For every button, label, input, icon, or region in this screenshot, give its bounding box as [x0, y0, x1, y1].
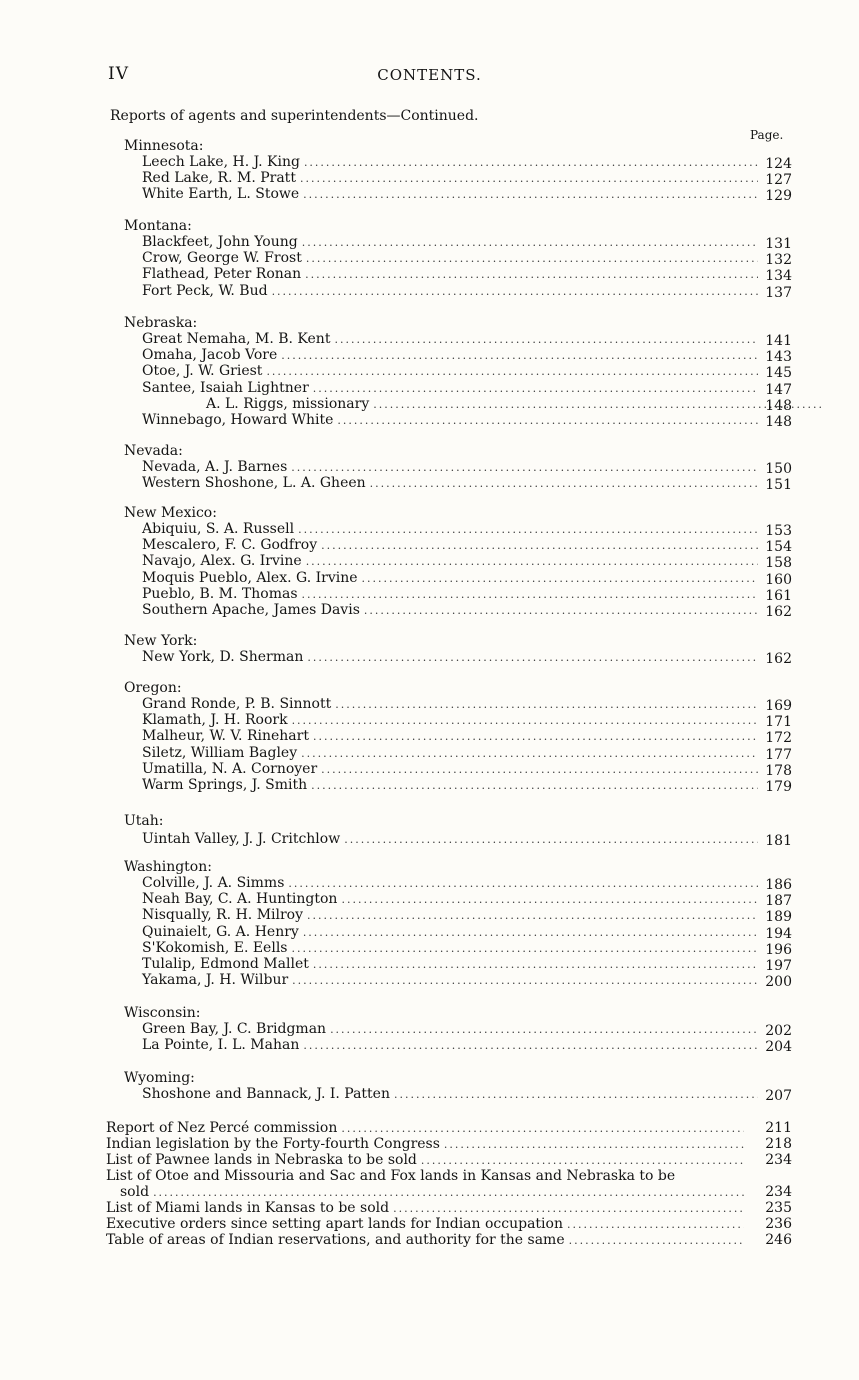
- entry-page-number: 218: [765, 1136, 792, 1152]
- entry-page-number: 189: [765, 909, 792, 926]
- entry-label: Moquis Pueblo, Alex. G. Irvine: [142, 569, 358, 586]
- entry-label: Fort Peck, W. Bud: [142, 282, 268, 299]
- contents-entry: [124, 728, 762, 744]
- leader-dots: [337, 413, 758, 429]
- contents-entry: [124, 924, 762, 940]
- entry-page-number: 141: [765, 333, 792, 349]
- contents-entry: [106, 1232, 792, 1248]
- section-heading: Montana:: [124, 218, 192, 234]
- contents-entry: [106, 1152, 792, 1168]
- leader-dots: [334, 332, 758, 348]
- entry-label: S'Kokomish, E. Eells: [142, 939, 288, 956]
- leader-dots: [370, 476, 758, 492]
- contents-entry: [124, 586, 762, 602]
- entry-label: Green Bay, J. C. Bridgman: [142, 1021, 327, 1037]
- page-title: CONTENTS.: [377, 66, 482, 84]
- leader-dots: [292, 973, 758, 989]
- leader-dots: [313, 729, 758, 745]
- entry-label: Nevada, A. J. Barnes: [142, 459, 288, 475]
- entry-page-number: 151: [765, 477, 792, 494]
- contents-entry: [124, 875, 762, 891]
- entry-label: Siletz, William Bagley: [142, 744, 298, 761]
- contents-entry: [124, 459, 762, 475]
- entry-label: Malheur, W. V. Rinehart: [142, 728, 309, 745]
- entry-page-number: 162: [765, 604, 792, 620]
- section-heading: New Mexico:: [124, 505, 217, 521]
- contents-entry: [124, 363, 762, 379]
- entry-page-number: 172: [765, 730, 792, 747]
- leader-dots: [307, 650, 758, 666]
- leader-dots: [321, 762, 758, 778]
- contents-entry: [106, 1136, 792, 1152]
- leader-dots: [444, 1137, 744, 1153]
- contents-entry: [124, 602, 762, 618]
- leader-dots: [301, 746, 758, 762]
- entry-label: Uintah Valley, J. J. Critchlow: [142, 831, 341, 847]
- section-heading: New York:: [124, 633, 198, 649]
- entry-label: Winnebago, Howard White: [142, 412, 334, 428]
- contents-entry: [124, 283, 762, 299]
- leader-dots: [567, 1217, 744, 1233]
- leader-dots: [288, 876, 758, 892]
- entry-label: Santee, Isaiah Lightner: [142, 379, 309, 396]
- leader-dots: [153, 1185, 744, 1201]
- leader-dots: [313, 957, 758, 973]
- section-10: [124, 1068, 744, 1088]
- section-heading: Nebraska:: [124, 315, 198, 331]
- entry-page-number: 246: [765, 1232, 792, 1248]
- entry-page-number: 200: [765, 974, 792, 991]
- entry-label: Colville, J. A. Simms: [142, 875, 285, 891]
- leader-dots: [306, 251, 758, 267]
- entry-page-number: 202: [765, 1023, 792, 1039]
- entry-page-number: 134: [765, 268, 792, 285]
- entry-page-number: 158: [765, 555, 792, 572]
- other-entries-list: [106, 1120, 792, 1248]
- contents-entry: [124, 1037, 762, 1053]
- entry-label: Tulalip, Edmond Mallet: [142, 956, 309, 972]
- contents-entry: [124, 412, 762, 428]
- entry-label: Omaha, Jacob Vore: [142, 347, 278, 364]
- contents-entry: [124, 956, 762, 972]
- leader-dots: [302, 587, 758, 603]
- leader-dots: [305, 267, 758, 283]
- leader-dots: [344, 832, 758, 848]
- section-6: [124, 678, 744, 698]
- contents-entry: [106, 1216, 792, 1232]
- leader-dots: [341, 892, 758, 908]
- contents-entry: [124, 396, 826, 412]
- page-folio: IV: [108, 64, 129, 84]
- entry-page-number: 147: [765, 381, 792, 398]
- leader-dots: [303, 1038, 758, 1054]
- contents-entry: [124, 891, 762, 907]
- contents-entry: [124, 745, 762, 761]
- page-column-label: Page.: [750, 128, 784, 142]
- intro-heading: Reports of agents and superintendents—Continued.: [110, 108, 479, 124]
- contents-entry: [124, 170, 762, 186]
- contents-entry: [124, 649, 762, 665]
- contents-entry: [124, 712, 762, 728]
- leader-dots: [321, 538, 758, 554]
- contents-entry: [106, 1168, 792, 1184]
- contents-entry: [124, 553, 762, 569]
- leader-dots: [341, 1121, 744, 1137]
- entry-label: Western Shoshone, L. A. Gheen: [142, 475, 366, 492]
- contents-entry: [124, 475, 762, 491]
- entry-page-number: 161: [765, 587, 792, 604]
- entry-label: Mescalero, F. C. Godfroy: [142, 537, 318, 554]
- entry-label: White Earth, L. Stowe: [142, 186, 300, 203]
- contents-entry-continuation: [106, 1184, 792, 1200]
- section-8: [124, 857, 744, 877]
- contents-entry: [124, 696, 762, 712]
- entry-label: Indian legislation by the Forty-fourth Congress: [106, 1136, 440, 1152]
- contents-entry: [124, 347, 762, 363]
- entry-label: List of Pawnee lands in Nebraska to be sold: [106, 1152, 417, 1168]
- entry-page-number: 154: [765, 539, 792, 556]
- entry-label: Leech Lake, H. J. King: [142, 154, 300, 170]
- contents-entry: [124, 1086, 762, 1102]
- entry-page-number: 160: [765, 571, 792, 588]
- entry-label: A. L. Riggs, missionary: [206, 395, 370, 412]
- entry-label: Flathead, Peter Ronan: [142, 266, 302, 283]
- leader-dots: [302, 235, 758, 251]
- leader-dots: [311, 778, 758, 794]
- contents-entry: [124, 380, 762, 396]
- entry-label: Otoe, J. W. Griest: [142, 363, 263, 380]
- leader-dots: [303, 925, 758, 941]
- leader-dots: [281, 348, 758, 364]
- entry-page-number: 236: [765, 1216, 792, 1232]
- leader-dots: [291, 941, 758, 957]
- leader-dots: [272, 284, 758, 300]
- entry-label: Klamath, J. H. Roork: [142, 712, 288, 729]
- leader-dots: [364, 603, 758, 619]
- leader-dots: [362, 571, 758, 587]
- entry-label: Shoshone and Bannack, J. I. Patten: [142, 1086, 390, 1102]
- section-1: [124, 216, 744, 236]
- contents-entry: [106, 1200, 792, 1216]
- entry-page-number: 204: [765, 1039, 792, 1056]
- section-heading: Wisconsin:: [124, 1005, 201, 1021]
- contents-entry: [124, 266, 762, 282]
- entry-label: Umatilla, N. A. Cornoyer: [142, 760, 318, 777]
- entry-label: Neah Bay, C. A. Huntington: [142, 891, 338, 908]
- entry-page-number: 171: [765, 714, 792, 731]
- leader-dots: [394, 1087, 758, 1103]
- entry-label: Blackfeet, John Young: [142, 234, 298, 250]
- leader-dots: [330, 1022, 758, 1038]
- entry-page-number: 186: [765, 877, 792, 893]
- leader-dots: [300, 171, 758, 187]
- entry-label-continuation: sold: [120, 1184, 150, 1200]
- entry-page-number: 234: [765, 1184, 792, 1200]
- entry-page-number: 211: [765, 1120, 792, 1136]
- entry-page-number: 148: [765, 397, 792, 414]
- entry-label: Navajo, Alex. G. Irvine: [142, 553, 302, 570]
- contents-entry: [124, 761, 762, 777]
- leader-dots: [266, 364, 758, 380]
- section-heading: Wyoming:: [124, 1070, 195, 1086]
- section-0: [124, 136, 744, 156]
- entry-label: Executive orders since setting apart lands for Indian occupation: [106, 1216, 563, 1232]
- leader-dots: [335, 697, 758, 713]
- contents-entry: [124, 831, 762, 847]
- contents-entry: [124, 907, 762, 923]
- contents-entry: [124, 250, 762, 266]
- entry-page-number: 129: [765, 188, 792, 205]
- entry-label: Crow, George W. Frost: [142, 250, 302, 267]
- contents-entry: [124, 234, 762, 250]
- entry-label: La Pointe, I. L. Mahan: [142, 1037, 300, 1054]
- entry-page-number: 132: [765, 252, 792, 269]
- section-heading: Minnesota:: [124, 138, 204, 154]
- leader-dots: [292, 713, 758, 729]
- section-9: [124, 1003, 744, 1023]
- entry-page-number: 137: [765, 284, 792, 301]
- entry-label: Grand Ronde, P. B. Sinnott: [142, 696, 332, 712]
- entry-page-number: 207: [765, 1088, 792, 1104]
- entry-page-number: 196: [765, 941, 792, 958]
- entry-page-number: 179: [765, 779, 792, 795]
- entry-page-number: 131: [765, 236, 792, 252]
- section-4: [124, 503, 744, 523]
- entry-page-number: 187: [765, 893, 792, 910]
- entry-page-number: 162: [765, 651, 792, 667]
- entry-label: Great Nemaha, M. B. Kent: [142, 331, 331, 347]
- leader-dots: [304, 155, 758, 171]
- entry-label: Red Lake, R. M. Pratt: [142, 170, 296, 187]
- entry-page-number: 177: [765, 746, 792, 763]
- entry-label: Warm Springs, J. Smith: [142, 777, 308, 793]
- entry-label: Nisqually, R. H. Milroy: [142, 907, 304, 924]
- leader-dots: [393, 1201, 744, 1217]
- leader-dots: [306, 554, 758, 570]
- section-5: [124, 631, 744, 651]
- contents-entry: [106, 1120, 792, 1136]
- entry-label: Report of Nez Percé commission: [106, 1120, 338, 1136]
- entry-page-number: 143: [765, 349, 792, 366]
- entry-label: List of Miami lands in Kansas to be sold: [106, 1200, 390, 1216]
- contents-entry: [124, 940, 762, 956]
- leader-dots: [298, 522, 758, 538]
- leader-dots: [421, 1153, 744, 1169]
- entry-page-number: 145: [765, 365, 792, 382]
- entry-page-number: 148: [765, 414, 792, 430]
- section-7: [124, 811, 744, 831]
- entry-page-number: 169: [765, 698, 792, 714]
- leader-dots: [291, 460, 758, 476]
- contents-entry: [124, 154, 762, 170]
- contents-entry: [124, 570, 762, 586]
- leader-dots: [307, 908, 758, 924]
- entry-label: Southern Apache, James Davis: [142, 602, 360, 618]
- leader-dots: [569, 1233, 744, 1249]
- leader-dots: [313, 381, 758, 397]
- entry-page-number: 153: [765, 523, 792, 539]
- entry-page-number: 235: [765, 1200, 792, 1216]
- entry-page-number: 178: [765, 762, 792, 779]
- leader-dots: [303, 187, 758, 203]
- entry-page-number: 194: [765, 925, 792, 942]
- section-heading: Nevada:: [124, 443, 183, 459]
- section-3: [124, 441, 744, 461]
- entry-label: Yakama, J. H. Wilbur: [142, 972, 289, 989]
- contents-entry: [124, 331, 762, 347]
- entry-page-number: 124: [765, 156, 792, 172]
- entry-label: Table of areas of Indian reservations, and authority for the same: [106, 1232, 565, 1248]
- entry-label: Abiquiu, S. A. Russell: [142, 521, 295, 537]
- section-heading: Oregon:: [124, 680, 182, 696]
- contents-entry: [124, 537, 762, 553]
- entry-page-number: 150: [765, 461, 792, 477]
- section-heading: Washington:: [124, 859, 212, 875]
- entry-label: List of Otoe and Missouria and Sac and Fox lands in Kansas and Nebraska to be: [106, 1168, 676, 1184]
- section-heading: Utah:: [124, 813, 164, 829]
- entry-page-number: 127: [765, 172, 792, 189]
- contents-entry: [124, 972, 762, 988]
- entry-page-number: 197: [765, 958, 792, 974]
- entry-label: Pueblo, B. M. Thomas: [142, 585, 298, 602]
- contents-entry: [124, 186, 762, 202]
- entry-label: Quinaielt, G. A. Henry: [142, 923, 299, 940]
- entry-label: New York, D. Sherman: [142, 649, 304, 665]
- entry-page-number: 234: [765, 1152, 792, 1168]
- entry-page-number: 181: [765, 833, 792, 849]
- contents-entry: [124, 1021, 762, 1037]
- section-2: [124, 313, 744, 333]
- contents-entry: [124, 777, 762, 793]
- contents-entry: [124, 521, 762, 537]
